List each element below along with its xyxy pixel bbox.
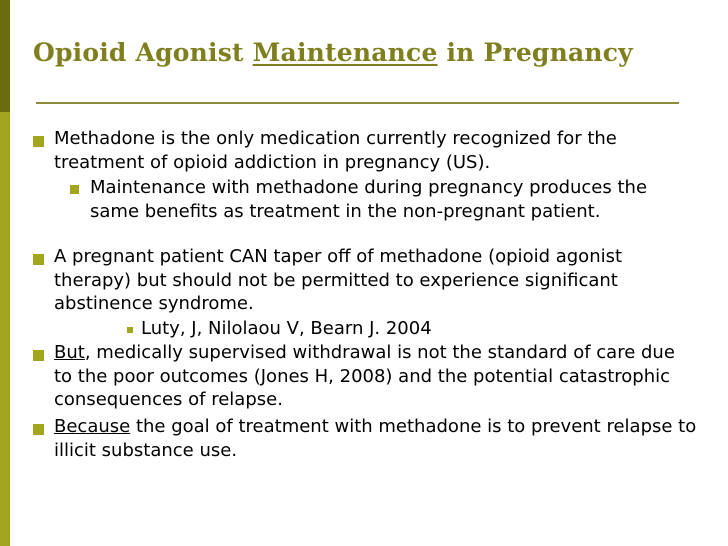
square-sub-bullet-icon — [70, 185, 79, 194]
bullet-4-lead: Because — [54, 416, 131, 437]
sidebar-accent-light — [0, 112, 10, 546]
square-bullet-icon — [33, 136, 44, 147]
bullet-4-text: the goal of treatment with methadone is to prevent relapse to illicit substance use. — [54, 416, 697, 461]
bullet-4 — [54, 415, 704, 462]
title-part1: Opioid Agonist — [33, 38, 253, 67]
slide-title — [33, 38, 633, 67]
bullet-3 — [54, 341, 694, 412]
sidebar-accent-dark — [0, 0, 10, 112]
square-bullet-icon — [33, 424, 44, 435]
sub-bullet-1: Maintenance with methadone during pregnancy produces the same benefits as treatment in the non-pregnant patient. — [90, 177, 648, 222]
bullet-2: A pregnant patient CAN taper off of methadone (opioid agonist therapy) but should not be permitted to experience significant abstinence syndrome. — [54, 246, 623, 314]
bullet-3-text: , medically supervised withdrawal is not the standard of care due to the poor outcomes (Jones H, 2008) and the potential catastrophic consequences of relapse. — [54, 342, 675, 410]
bullet-3-lead: But — [54, 342, 85, 363]
square-bullet-icon — [33, 254, 44, 265]
bullet-1: Methadone is the only medication currently recognized for the treatment of opioid addiction in pregnancy (US). — [54, 128, 617, 173]
title-underlined: Maintenance — [252, 38, 438, 67]
title-part2: in Pregnancy — [437, 38, 633, 67]
title-divider — [36, 102, 679, 104]
square-bullet-icon — [33, 350, 44, 361]
citation: Luty, J, Nilolaou V, Bearn J. 2004 — [141, 318, 432, 339]
square-citation-bullet-icon — [127, 327, 133, 333]
